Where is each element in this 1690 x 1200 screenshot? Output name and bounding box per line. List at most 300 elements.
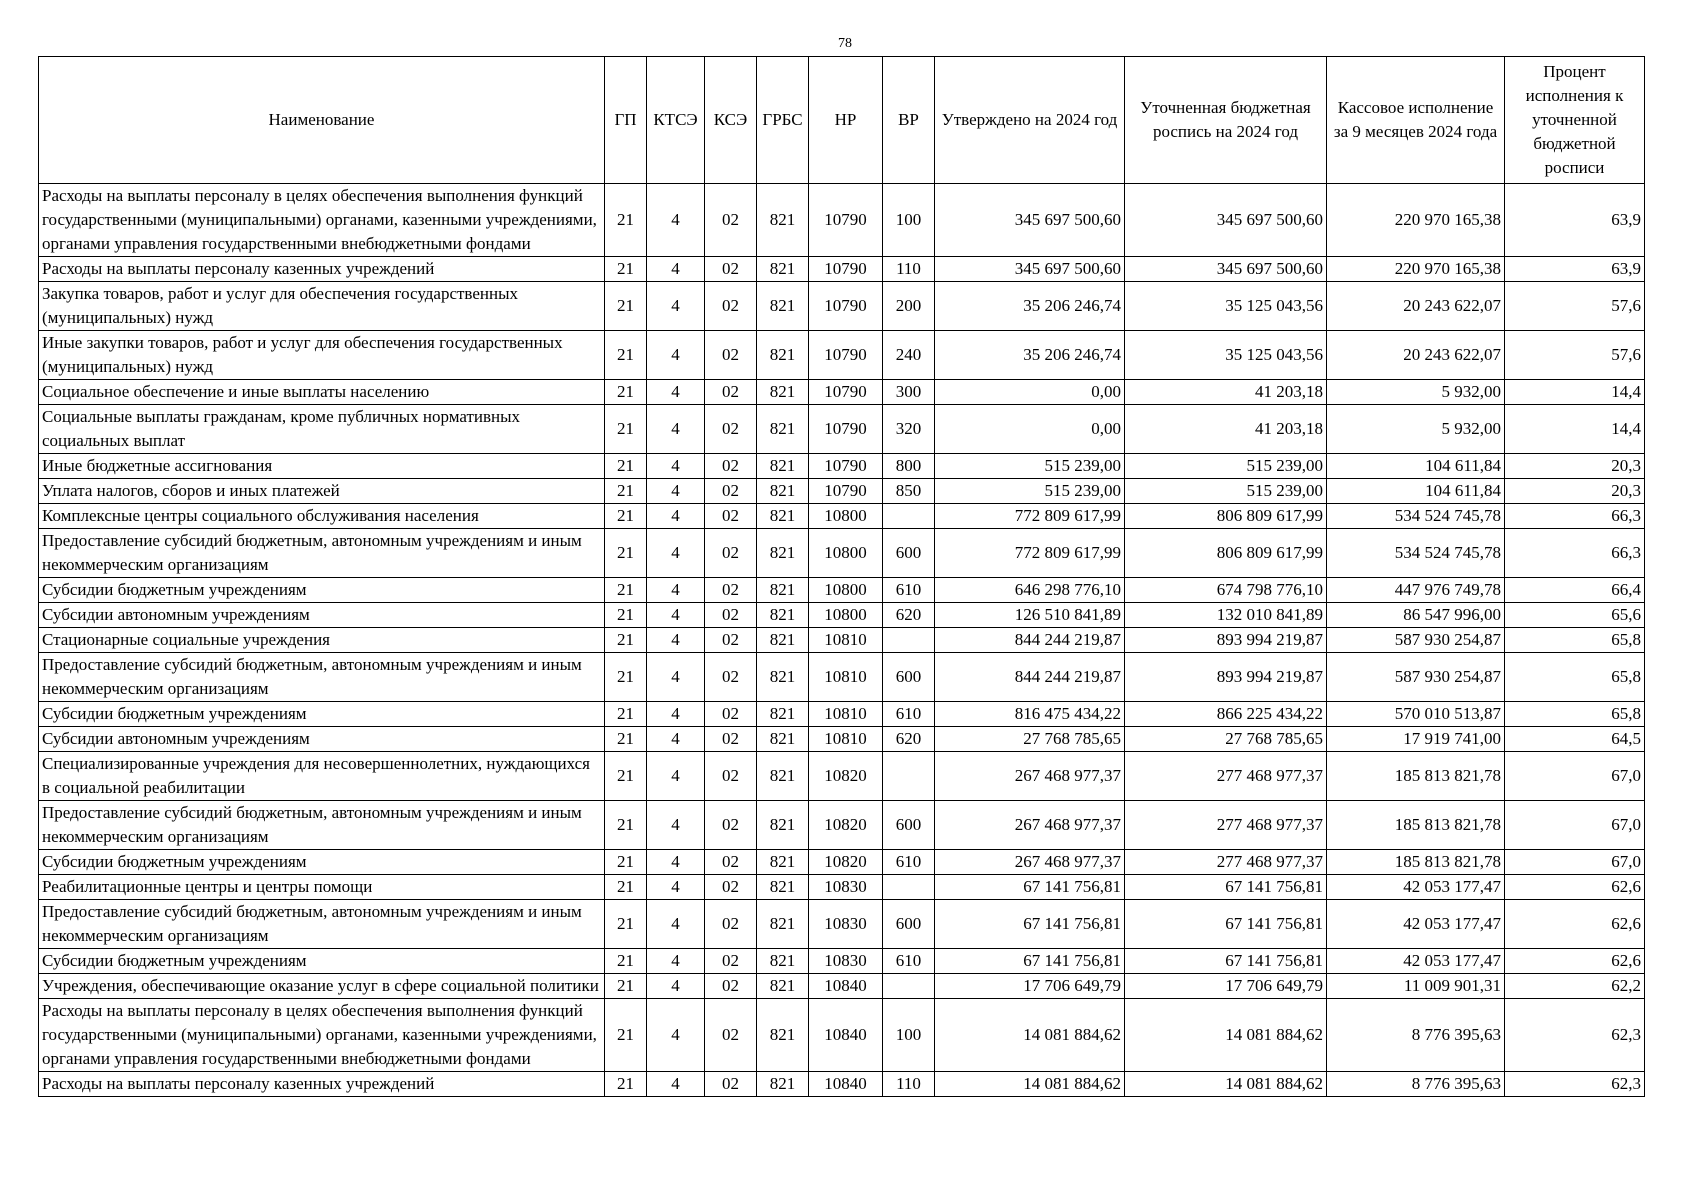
cell-np: 10810 xyxy=(809,702,883,727)
cell-cash: 534 524 745,78 xyxy=(1327,529,1505,578)
cell-cash: 185 813 821,78 xyxy=(1327,850,1505,875)
cell-vr: 600 xyxy=(883,801,935,850)
cell-grbs: 821 xyxy=(757,380,809,405)
cell-refined: 893 994 219,87 xyxy=(1125,628,1327,653)
cell-percent: 65,8 xyxy=(1505,702,1645,727)
header-grbs: ГРБС xyxy=(757,57,809,184)
header-gp: ГП xyxy=(605,57,647,184)
cell-ktse: 4 xyxy=(647,628,705,653)
cell-np: 10820 xyxy=(809,801,883,850)
cell-name: Предоставление субсидий бюджетным, автономным учреждениям и иным некоммерческим организациям xyxy=(39,529,605,578)
cell-cash: 220 970 165,38 xyxy=(1327,184,1505,257)
cell-np: 10820 xyxy=(809,850,883,875)
cell-name: Специализированные учреждения для несовершеннолетних, нуждающихся в социальной реабилитации xyxy=(39,752,605,801)
cell-approved: 17 706 649,79 xyxy=(935,974,1125,999)
cell-refined: 67 141 756,81 xyxy=(1125,949,1327,974)
cell-percent: 57,6 xyxy=(1505,331,1645,380)
cell-gp: 21 xyxy=(605,257,647,282)
header-vr: ВР xyxy=(883,57,935,184)
cell-approved: 67 141 756,81 xyxy=(935,949,1125,974)
cell-approved: 0,00 xyxy=(935,380,1125,405)
cell-vr: 620 xyxy=(883,727,935,752)
cell-np: 10790 xyxy=(809,184,883,257)
cell-approved: 14 081 884,62 xyxy=(935,1072,1125,1097)
cell-cash: 8 776 395,63 xyxy=(1327,999,1505,1072)
cell-gp: 21 xyxy=(605,850,647,875)
cell-percent: 62,6 xyxy=(1505,875,1645,900)
cell-cash: 42 053 177,47 xyxy=(1327,900,1505,949)
header-kse: КСЭ xyxy=(705,57,757,184)
cell-name: Расходы на выплаты персоналу казенных учреждений xyxy=(39,1072,605,1097)
cell-percent: 14,4 xyxy=(1505,405,1645,454)
cell-ktse: 4 xyxy=(647,529,705,578)
cell-approved: 816 475 434,22 xyxy=(935,702,1125,727)
cell-approved: 844 244 219,87 xyxy=(935,628,1125,653)
cell-np: 10840 xyxy=(809,974,883,999)
cell-percent: 20,3 xyxy=(1505,479,1645,504)
budget-table xyxy=(38,56,1645,1097)
cell-name: Иные бюджетные ассигнования xyxy=(39,454,605,479)
cell-gp: 21 xyxy=(605,1072,647,1097)
cell-vr: 320 xyxy=(883,405,935,454)
cell-percent: 14,4 xyxy=(1505,380,1645,405)
cell-np: 10790 xyxy=(809,282,883,331)
table-row xyxy=(39,257,1645,282)
table-row xyxy=(39,529,1645,578)
cell-refined: 345 697 500,60 xyxy=(1125,184,1327,257)
cell-kse: 02 xyxy=(705,1072,757,1097)
cell-refined: 806 809 617,99 xyxy=(1125,504,1327,529)
cell-vr: 600 xyxy=(883,653,935,702)
cell-grbs: 821 xyxy=(757,850,809,875)
cell-vr: 600 xyxy=(883,529,935,578)
cell-cash: 42 053 177,47 xyxy=(1327,949,1505,974)
cell-cash: 185 813 821,78 xyxy=(1327,752,1505,801)
cell-kse: 02 xyxy=(705,454,757,479)
cell-grbs: 821 xyxy=(757,727,809,752)
cell-ktse: 4 xyxy=(647,454,705,479)
cell-gp: 21 xyxy=(605,578,647,603)
cell-gp: 21 xyxy=(605,479,647,504)
cell-kse: 02 xyxy=(705,479,757,504)
cell-gp: 21 xyxy=(605,801,647,850)
cell-ktse: 4 xyxy=(647,405,705,454)
cell-refined: 515 239,00 xyxy=(1125,479,1327,504)
cell-ktse: 4 xyxy=(647,257,705,282)
cell-cash: 534 524 745,78 xyxy=(1327,504,1505,529)
cell-ktse: 4 xyxy=(647,974,705,999)
cell-kse: 02 xyxy=(705,628,757,653)
cell-ktse: 4 xyxy=(647,702,705,727)
cell-approved: 67 141 756,81 xyxy=(935,875,1125,900)
cell-gp: 21 xyxy=(605,603,647,628)
cell-name: Закупка товаров, работ и услуг для обеспечения государственных (муниципальных) нужд xyxy=(39,282,605,331)
cell-approved: 27 768 785,65 xyxy=(935,727,1125,752)
cell-gp: 21 xyxy=(605,752,647,801)
table-row xyxy=(39,331,1645,380)
header-refined: Уточненная бюджетная роспись на 2024 год xyxy=(1125,57,1327,184)
table-row xyxy=(39,628,1645,653)
cell-approved: 35 206 246,74 xyxy=(935,282,1125,331)
cell-vr: 610 xyxy=(883,949,935,974)
table-row xyxy=(39,504,1645,529)
cell-grbs: 821 xyxy=(757,974,809,999)
cell-vr xyxy=(883,628,935,653)
cell-vr: 110 xyxy=(883,1072,935,1097)
cell-gp: 21 xyxy=(605,999,647,1072)
cell-percent: 66,3 xyxy=(1505,504,1645,529)
cell-ktse: 4 xyxy=(647,900,705,949)
table-row xyxy=(39,578,1645,603)
cell-ktse: 4 xyxy=(647,603,705,628)
cell-gp: 21 xyxy=(605,184,647,257)
cell-gp: 21 xyxy=(605,628,647,653)
cell-refined: 277 468 977,37 xyxy=(1125,850,1327,875)
cell-np: 10840 xyxy=(809,1072,883,1097)
cell-np: 10790 xyxy=(809,257,883,282)
cell-ktse: 4 xyxy=(647,479,705,504)
cell-percent: 62,6 xyxy=(1505,900,1645,949)
cell-gp: 21 xyxy=(605,405,647,454)
cell-grbs: 821 xyxy=(757,331,809,380)
cell-vr: 200 xyxy=(883,282,935,331)
cell-approved: 515 239,00 xyxy=(935,454,1125,479)
cell-name: Субсидии бюджетным учреждениям xyxy=(39,850,605,875)
cell-gp: 21 xyxy=(605,875,647,900)
cell-cash: 20 243 622,07 xyxy=(1327,331,1505,380)
cell-percent: 64,5 xyxy=(1505,727,1645,752)
cell-gp: 21 xyxy=(605,900,647,949)
cell-approved: 646 298 776,10 xyxy=(935,578,1125,603)
cell-vr xyxy=(883,504,935,529)
table-row xyxy=(39,949,1645,974)
cell-ktse: 4 xyxy=(647,331,705,380)
cell-approved: 35 206 246,74 xyxy=(935,331,1125,380)
cell-approved: 772 809 617,99 xyxy=(935,529,1125,578)
cell-np: 10820 xyxy=(809,752,883,801)
cell-grbs: 821 xyxy=(757,1072,809,1097)
cell-refined: 17 706 649,79 xyxy=(1125,974,1327,999)
cell-grbs: 821 xyxy=(757,900,809,949)
cell-name: Уплата налогов, сборов и иных платежей xyxy=(39,479,605,504)
cell-name: Субсидии бюджетным учреждениям xyxy=(39,578,605,603)
cell-np: 10840 xyxy=(809,999,883,1072)
header-percent: Процент исполнения к уточненной бюджетной росписи xyxy=(1505,57,1645,184)
cell-vr xyxy=(883,752,935,801)
cell-ktse: 4 xyxy=(647,578,705,603)
cell-gp: 21 xyxy=(605,454,647,479)
cell-percent: 65,8 xyxy=(1505,653,1645,702)
cell-name: Стационарные социальные учреждения xyxy=(39,628,605,653)
cell-cash: 587 930 254,87 xyxy=(1327,653,1505,702)
cell-ktse: 4 xyxy=(647,850,705,875)
table-row xyxy=(39,875,1645,900)
cell-approved: 14 081 884,62 xyxy=(935,999,1125,1072)
cell-name: Предоставление субсидий бюджетным, автономным учреждениям и иным некоммерческим организациям xyxy=(39,801,605,850)
cell-np: 10800 xyxy=(809,529,883,578)
cell-refined: 27 768 785,65 xyxy=(1125,727,1327,752)
table-row xyxy=(39,653,1645,702)
cell-np: 10790 xyxy=(809,454,883,479)
cell-ktse: 4 xyxy=(647,282,705,331)
cell-name: Расходы на выплаты персоналу в целях обеспечения выполнения функций государственными (муниципальными) органами, казенными учреждениями, органами управления государственными внебюджетными фондами xyxy=(39,184,605,257)
cell-kse: 02 xyxy=(705,727,757,752)
cell-gp: 21 xyxy=(605,653,647,702)
cell-approved: 267 468 977,37 xyxy=(935,752,1125,801)
table-row xyxy=(39,850,1645,875)
cell-grbs: 821 xyxy=(757,949,809,974)
cell-cash: 42 053 177,47 xyxy=(1327,875,1505,900)
cell-grbs: 821 xyxy=(757,752,809,801)
cell-approved: 345 697 500,60 xyxy=(935,184,1125,257)
cell-grbs: 821 xyxy=(757,282,809,331)
cell-cash: 11 009 901,31 xyxy=(1327,974,1505,999)
cell-grbs: 821 xyxy=(757,529,809,578)
cell-percent: 62,3 xyxy=(1505,999,1645,1072)
cell-grbs: 821 xyxy=(757,184,809,257)
cell-vr: 100 xyxy=(883,184,935,257)
cell-gp: 21 xyxy=(605,282,647,331)
cell-kse: 02 xyxy=(705,752,757,801)
cell-kse: 02 xyxy=(705,974,757,999)
cell-refined: 674 798 776,10 xyxy=(1125,578,1327,603)
cell-refined: 893 994 219,87 xyxy=(1125,653,1327,702)
table-row xyxy=(39,900,1645,949)
cell-gp: 21 xyxy=(605,504,647,529)
header-name: Наименование xyxy=(39,57,605,184)
cell-percent: 65,6 xyxy=(1505,603,1645,628)
cell-refined: 35 125 043,56 xyxy=(1125,282,1327,331)
cell-grbs: 821 xyxy=(757,454,809,479)
cell-gp: 21 xyxy=(605,727,647,752)
cell-np: 10830 xyxy=(809,949,883,974)
cell-cash: 104 611,84 xyxy=(1327,454,1505,479)
header-ktse: КТСЭ xyxy=(647,57,705,184)
table-row xyxy=(39,727,1645,752)
cell-name: Комплексные центры социального обслуживания населения xyxy=(39,504,605,529)
cell-name: Расходы на выплаты персоналу казенных учреждений xyxy=(39,257,605,282)
cell-cash: 220 970 165,38 xyxy=(1327,257,1505,282)
cell-kse: 02 xyxy=(705,603,757,628)
cell-vr: 600 xyxy=(883,900,935,949)
cell-ktse: 4 xyxy=(647,949,705,974)
cell-refined: 277 468 977,37 xyxy=(1125,801,1327,850)
cell-percent: 66,3 xyxy=(1505,529,1645,578)
cell-kse: 02 xyxy=(705,850,757,875)
cell-refined: 345 697 500,60 xyxy=(1125,257,1327,282)
cell-ktse: 4 xyxy=(647,380,705,405)
cell-np: 10790 xyxy=(809,479,883,504)
cell-np: 10830 xyxy=(809,875,883,900)
cell-kse: 02 xyxy=(705,949,757,974)
cell-name: Субсидии автономным учреждениям xyxy=(39,727,605,752)
cell-vr: 110 xyxy=(883,257,935,282)
cell-name: Расходы на выплаты персоналу в целях обеспечения выполнения функций государственными (муниципальными) органами, казенными учреждениями, органами управления государственными внебюджетными фондами xyxy=(39,999,605,1072)
cell-vr: 620 xyxy=(883,603,935,628)
cell-approved: 267 468 977,37 xyxy=(935,850,1125,875)
cell-name: Субсидии автономным учреждениям xyxy=(39,603,605,628)
table-row xyxy=(39,380,1645,405)
cell-refined: 14 081 884,62 xyxy=(1125,1072,1327,1097)
cell-percent: 67,0 xyxy=(1505,801,1645,850)
cell-grbs: 821 xyxy=(757,479,809,504)
cell-kse: 02 xyxy=(705,184,757,257)
cell-refined: 35 125 043,56 xyxy=(1125,331,1327,380)
cell-gp: 21 xyxy=(605,529,647,578)
cell-ktse: 4 xyxy=(647,875,705,900)
cell-kse: 02 xyxy=(705,405,757,454)
cell-kse: 02 xyxy=(705,801,757,850)
cell-approved: 126 510 841,89 xyxy=(935,603,1125,628)
cell-ktse: 4 xyxy=(647,801,705,850)
table-row xyxy=(39,282,1645,331)
cell-vr: 800 xyxy=(883,454,935,479)
page-number: 78 xyxy=(838,36,852,51)
table-row xyxy=(39,1072,1645,1097)
cell-approved: 345 697 500,60 xyxy=(935,257,1125,282)
cell-cash: 17 919 741,00 xyxy=(1327,727,1505,752)
cell-name: Социальное обеспечение и иные выплаты населению xyxy=(39,380,605,405)
cell-name: Субсидии бюджетным учреждениям xyxy=(39,949,605,974)
table-row xyxy=(39,479,1645,504)
cell-np: 10800 xyxy=(809,504,883,529)
cell-np: 10800 xyxy=(809,603,883,628)
cell-np: 10800 xyxy=(809,578,883,603)
cell-grbs: 821 xyxy=(757,801,809,850)
cell-kse: 02 xyxy=(705,653,757,702)
cell-cash: 447 976 749,78 xyxy=(1327,578,1505,603)
cell-refined: 41 203,18 xyxy=(1125,405,1327,454)
cell-ktse: 4 xyxy=(647,727,705,752)
cell-percent: 67,0 xyxy=(1505,850,1645,875)
cell-name: Учреждения, обеспечивающие оказание услуг в сфере социальной политики xyxy=(39,974,605,999)
cell-ktse: 4 xyxy=(647,1072,705,1097)
cell-approved: 267 468 977,37 xyxy=(935,801,1125,850)
cell-grbs: 821 xyxy=(757,405,809,454)
cell-name: Реабилитационные центры и центры помощи xyxy=(39,875,605,900)
cell-kse: 02 xyxy=(705,380,757,405)
cell-refined: 515 239,00 xyxy=(1125,454,1327,479)
header-row xyxy=(39,57,1645,184)
cell-percent: 66,4 xyxy=(1505,578,1645,603)
cell-kse: 02 xyxy=(705,331,757,380)
cell-vr: 850 xyxy=(883,479,935,504)
cell-name: Социальные выплаты гражданам, кроме публичных нормативных социальных выплат xyxy=(39,405,605,454)
cell-grbs: 821 xyxy=(757,504,809,529)
cell-kse: 02 xyxy=(705,999,757,1072)
cell-vr xyxy=(883,875,935,900)
cell-kse: 02 xyxy=(705,529,757,578)
cell-approved: 772 809 617,99 xyxy=(935,504,1125,529)
cell-vr: 610 xyxy=(883,578,935,603)
cell-vr: 610 xyxy=(883,702,935,727)
cell-refined: 67 141 756,81 xyxy=(1125,900,1327,949)
cell-refined: 132 010 841,89 xyxy=(1125,603,1327,628)
cell-grbs: 821 xyxy=(757,702,809,727)
cell-percent: 62,2 xyxy=(1505,974,1645,999)
cell-ktse: 4 xyxy=(647,184,705,257)
table-row xyxy=(39,603,1645,628)
cell-np: 10790 xyxy=(809,380,883,405)
header-approved: Утверждено на 2024 год xyxy=(935,57,1125,184)
table-row xyxy=(39,752,1645,801)
cell-refined: 67 141 756,81 xyxy=(1125,875,1327,900)
header-cash: Кассовое исполнение за 9 месяцев 2024 года xyxy=(1327,57,1505,184)
cell-approved: 0,00 xyxy=(935,405,1125,454)
cell-cash: 587 930 254,87 xyxy=(1327,628,1505,653)
cell-ktse: 4 xyxy=(647,752,705,801)
cell-np: 10830 xyxy=(809,900,883,949)
cell-refined: 14 081 884,62 xyxy=(1125,999,1327,1072)
cell-np: 10810 xyxy=(809,628,883,653)
cell-np: 10810 xyxy=(809,653,883,702)
cell-np: 10790 xyxy=(809,331,883,380)
cell-approved: 515 239,00 xyxy=(935,479,1125,504)
cell-cash: 5 932,00 xyxy=(1327,380,1505,405)
table-row xyxy=(39,801,1645,850)
cell-approved: 67 141 756,81 xyxy=(935,900,1125,949)
cell-kse: 02 xyxy=(705,900,757,949)
cell-grbs: 821 xyxy=(757,628,809,653)
table-row xyxy=(39,974,1645,999)
cell-percent: 67,0 xyxy=(1505,752,1645,801)
table-row xyxy=(39,702,1645,727)
cell-grbs: 821 xyxy=(757,257,809,282)
cell-grbs: 821 xyxy=(757,578,809,603)
cell-cash: 104 611,84 xyxy=(1327,479,1505,504)
cell-ktse: 4 xyxy=(647,653,705,702)
cell-percent: 63,9 xyxy=(1505,184,1645,257)
cell-ktse: 4 xyxy=(647,504,705,529)
cell-kse: 02 xyxy=(705,257,757,282)
cell-vr: 240 xyxy=(883,331,935,380)
cell-grbs: 821 xyxy=(757,653,809,702)
cell-cash: 20 243 622,07 xyxy=(1327,282,1505,331)
header-np: НР xyxy=(809,57,883,184)
cell-gp: 21 xyxy=(605,702,647,727)
table-row xyxy=(39,184,1645,257)
cell-percent: 57,6 xyxy=(1505,282,1645,331)
cell-refined: 41 203,18 xyxy=(1125,380,1327,405)
cell-kse: 02 xyxy=(705,504,757,529)
cell-kse: 02 xyxy=(705,282,757,331)
cell-kse: 02 xyxy=(705,578,757,603)
cell-vr: 300 xyxy=(883,380,935,405)
cell-percent: 65,8 xyxy=(1505,628,1645,653)
cell-grbs: 821 xyxy=(757,875,809,900)
cell-vr: 100 xyxy=(883,999,935,1072)
cell-cash: 570 010 513,87 xyxy=(1327,702,1505,727)
cell-refined: 277 468 977,37 xyxy=(1125,752,1327,801)
cell-percent: 63,9 xyxy=(1505,257,1645,282)
cell-name: Предоставление субсидий бюджетным, автономным учреждениям и иным некоммерческим организациям xyxy=(39,653,605,702)
cell-ktse: 4 xyxy=(647,999,705,1072)
cell-cash: 8 776 395,63 xyxy=(1327,1072,1505,1097)
cell-grbs: 821 xyxy=(757,603,809,628)
cell-approved: 844 244 219,87 xyxy=(935,653,1125,702)
cell-np: 10790 xyxy=(809,405,883,454)
cell-kse: 02 xyxy=(705,875,757,900)
cell-refined: 806 809 617,99 xyxy=(1125,529,1327,578)
cell-name: Иные закупки товаров, работ и услуг для обеспечения государственных (муниципальных) нужд xyxy=(39,331,605,380)
cell-kse: 02 xyxy=(705,702,757,727)
cell-gp: 21 xyxy=(605,380,647,405)
cell-gp: 21 xyxy=(605,949,647,974)
cell-cash: 86 547 996,00 xyxy=(1327,603,1505,628)
cell-vr xyxy=(883,974,935,999)
cell-percent: 20,3 xyxy=(1505,454,1645,479)
cell-np: 10810 xyxy=(809,727,883,752)
